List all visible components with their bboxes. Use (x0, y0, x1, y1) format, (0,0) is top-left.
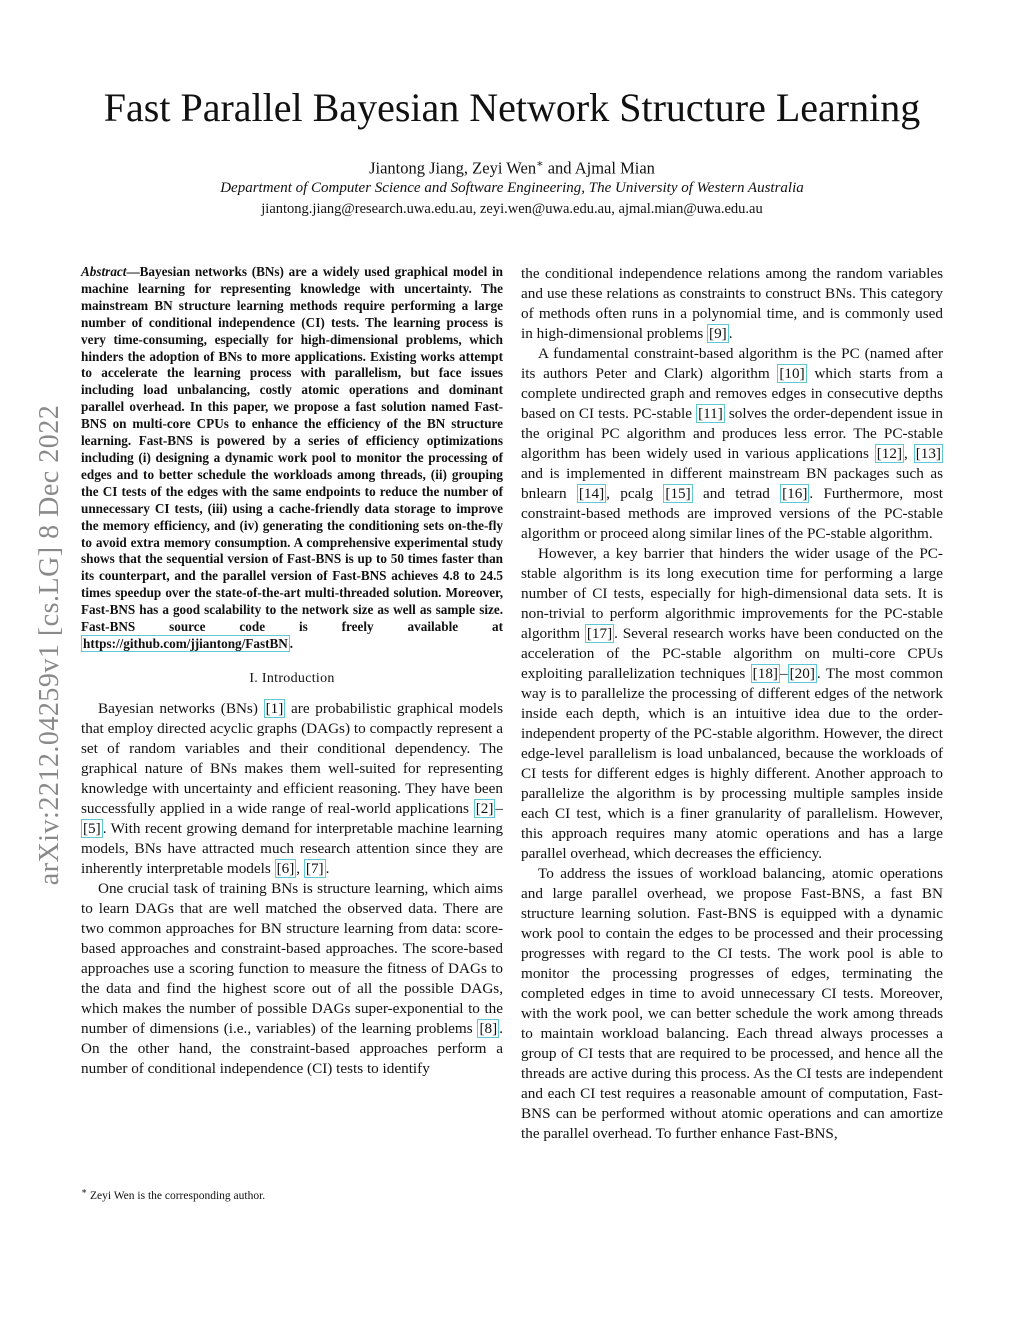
citation-link[interactable]: [9] (709, 325, 727, 342)
right-column (521, 264, 943, 1144)
citation-link[interactable]: [8] (479, 1019, 498, 1037)
citation-link[interactable]: [20] (789, 665, 815, 682)
text-run: . On the other hand, the constraint-based approaches perform a number of conditional independence (CI) tests to identify (81, 1019, 503, 1077)
text-run: the conditional independence relations among the random variables and use these relations as constraints to construct BNs. This category of methods often runs in a polynomial time, and is commonly used in high-dimensional problems (521, 265, 943, 342)
abstract-label: Abstract (81, 264, 127, 279)
author-emails: jiantong.jiang@research.uwa.edu.au, zeyi.wen@uwa.edu.au, ajmal.mian@uwa.edu.au (261, 201, 763, 217)
right-paragraph-continued (521, 264, 943, 344)
text-run: and is implemented in different mainstream BN packages such as bnlearn (521, 465, 943, 502)
text-run: However, a key barrier that hinders the wider usage of the PC-stable algorithm is its long execution time for performing a large number of CI tests, especially for high-dimensional data sets. It is non-trivial to perform algorithmic improvements for the PC-stable algorithm (521, 545, 943, 642)
left-column (81, 264, 503, 1079)
text-run: . The most common way is to parallelize the processing of different edges of the network inside each depth, which is an intuitive idea due to the order-independent property of the PC-stable algorithm. However, the direct edge-level parallelism is load unbalanced, because the workloads of CI tests for different edges is highly different. Another approach to parallelize the algorithm is by processing multiple samples inside each CI test, which is a finer granularity of parallelism. However, this approach requires many atomic operations and has a large parallel overhead, which decreases the efficiency. (521, 665, 943, 862)
intro-paragraph-2 (81, 879, 503, 1079)
text-run: . Furthermore, most constraint-based methods are improved versions of the PC-stable algorithm or proceed along similar lines of the PC-stable algorithm. (521, 485, 944, 542)
abstract-end: . (289, 635, 294, 651)
text-run: which starts from a complete undirected graph and removes edges in consecutive depths based on CI tests. PC-stable (521, 365, 944, 422)
citation-link[interactable]: [18] (752, 665, 778, 682)
right-paragraph-1 (521, 344, 943, 544)
text-run: Bayesian networks (BNs) (98, 699, 264, 717)
text-run: . (325, 859, 330, 877)
text-run: are probabilistic graphical models that employ directed acyclic graphs (DAGs) to compactly represent a set of random variables and their conditional dependency. The graphical nature of BNs makes them well-suited for representing knowledge with uncertainty and efficient reasoning. They have been successfully applied in a wide range of real-world applications (81, 699, 503, 817)
author-line (0, 157, 1024, 179)
abstract-text: —Bayesian networks (BNs) are a widely used graphical model in machine learning for representing knowledge with uncertainty. The mainstream BN structure learning methods require performing a large number of conditional independence (CI) tests. The learning process is very time-consuming, especially for high-dimensional problems, which hinders the adoption of BNs to more applications. Existing works attempt to accelerate the learning process with parallelism, but face issues including load unbalancing, costly atomic operations and dominant parallel overhead. In this paper, we propose a fast solution named Fast-BNS on multi-core CPUs to enhance the efficiency of the BN structure learning. Fast-BNS is powered by a series of efficiency optimizations including (i) designing a dynamic work pool to monitor the processing of edges and to better schedule the workloads among threads, (ii) grouping the CI tests of the edges with the same endpoints to reduce the number of unnecessary CI tests, (iii) using a cache-friendly data storage to improve the memory efficiency, and (iv) generating the conditioning sets on-the-fly to avoid extra memory consumption. A comprehensive experimental study shows that the sequential version of Fast-BNS is up to 50 times faster than its counterpart, and the parallel version of Fast-BNS achieves 4.8 to 24.5 times speedup over the state-of-the-art multi-threaded solution. Moreover, Fast-BNS has a good scalability to the network size as well as sample size. Fast-BNS source code is freely available at (81, 264, 503, 635)
text-run: – (779, 665, 788, 682)
citation-link[interactable]: [17] (586, 625, 613, 642)
text-run: One crucial task of training BNs is structure learning, which aims to learn DAGs that are well matched the observed data. There are two common approaches for BN structure learning from data: score-based approaches and constraint-based approaches. The score-based approaches use a scoring function to measure the fitness of DAGs to the data and find the highest score out of all the possible DAGs, which makes the number of possible DAGs super-exponential to the number of dimensions (i.e., variables) of the learning problems (81, 879, 503, 1037)
text-run: . Several research works have been conducted on the acceleration of the PC-stable algorithm on multi-core CPUs exploiting parallelization techniques (521, 625, 943, 682)
text-run: , (296, 859, 304, 877)
text-run: . (728, 325, 733, 342)
right-paragraph-2 (521, 544, 943, 864)
citation-link[interactable]: [15] (665, 485, 691, 502)
footnote (81, 1186, 503, 1202)
author-names-tail: and Ajmal Mian (543, 158, 655, 178)
abstract (81, 264, 503, 653)
text-run: . With recent growing demand for interpretable machine learning models, BNs have attracted much research attention since they are inherently interpretable models (81, 819, 503, 877)
author-names: Jiantong Jiang, Zeyi Wen (369, 158, 537, 178)
citation-link[interactable]: [14] (578, 485, 605, 502)
citation-link[interactable]: [6] (276, 859, 295, 877)
affiliation: Department of Computer Science and Software Engineering, The University of Western Australia (220, 180, 804, 196)
intro-paragraph-1 (81, 699, 503, 879)
corresponding-author-mark: ∗ (536, 158, 544, 170)
citation-link[interactable]: [1] (265, 699, 284, 717)
text-run: and tetrad (692, 485, 781, 502)
citation-link[interactable]: [2] (475, 799, 494, 817)
right-paragraph-3: To address the issues of workload balancing, atomic operations and large parallel overhead, we propose Fast-BNS, a fast BN structure learning solution. Fast-BNS is equipped with a dynamic work pool to contain the edges to be processed and their processing progresses with regard to the CI tests. The work pool is able to monitor the processing progresses of edges, terminating the completed edges in time to avoid unnecessary CI tests. Moreover, with the work pool, we can better schedule the work among threads to maintain workload balancing. Each thread always processes a group of CI tests that are required to be processed, and hence all the threads are active during this process. As the CI tests are independent and each CI test requires a reasonable amount of computation, Fast-BNS can be performed without atomic operations and can amortize the parallel overhead. To further enhance Fast-BNS, (521, 865, 943, 1142)
text-run: solves the order-dependent issue in the original PC algorithm and produces less error. The PC-stable algorithm has been widely used in various applications (521, 405, 944, 462)
text-run: , pcalg (606, 485, 664, 502)
arxiv-identifier-stamp (36, 360, 64, 930)
text-run: – (495, 799, 503, 817)
footnote-mark: ∗ (81, 1186, 88, 1196)
citation-link[interactable]: [11] (698, 405, 723, 422)
citation-link[interactable]: [12] (876, 445, 903, 462)
arxiv-id-text: arXiv:2212.04259v1 [cs.LG] 8 Dec 2022 (34, 404, 65, 886)
citation-link[interactable]: [16] (782, 485, 808, 502)
citation-link[interactable]: [7] (305, 859, 324, 877)
source-code-link[interactable]: https://github.com/jjiantong/FastBN (83, 635, 288, 651)
text-run: , (904, 445, 914, 462)
section-heading-introduction: I. Introduction (249, 670, 335, 686)
citation-link[interactable]: [13] (915, 445, 941, 462)
paper-title: Fast Parallel Bayesian Network Structure Learning (103, 85, 921, 130)
citation-link[interactable]: [5] (83, 819, 101, 837)
text-run: A fundamental constraint-based algorithm is the PC (named after its authors Peter and Clark) algorithm (521, 345, 943, 382)
footnote-text: Zeyi Wen is the corresponding author. (87, 1189, 266, 1202)
citation-link[interactable]: [10] (779, 365, 805, 382)
